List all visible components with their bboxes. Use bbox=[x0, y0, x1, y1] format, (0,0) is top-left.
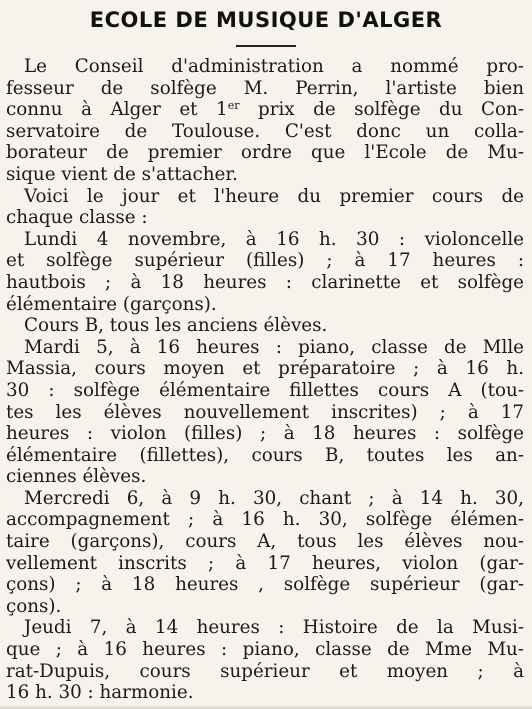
article-line: Le Conseil d'administration a nommé pro- bbox=[24, 56, 524, 77]
article-line: élémentaire (fillettes), cours B, toutes les an- bbox=[6, 444, 524, 466]
article-line: Mardi 5, à 16 heures : piano, classe de Mlle bbox=[24, 336, 524, 358]
article-line: Lundi 4 novembre, à 16 h. 30 : violoncelle bbox=[24, 228, 524, 250]
article-line: fesseur de solfège M. Perrin, l'artiste bien bbox=[6, 77, 524, 99]
article-line: sique vient de s'attacher. bbox=[6, 163, 238, 185]
article-line: servatoire de Toulouse. C'est donc un colla- bbox=[6, 120, 524, 142]
article-line: çons) ; à 18 heures , solfège supérieur (gar- bbox=[6, 574, 524, 596]
article-line: élémentaire (garçons). bbox=[6, 293, 217, 315]
article-line: hautbois ; à 18 heures : clarinette et solfège bbox=[6, 271, 524, 293]
article-line: çons). bbox=[6, 595, 62, 617]
headline-rule bbox=[236, 45, 296, 47]
article-line: que ; à 16 heures : piano, classe de Mme Mu- bbox=[6, 639, 524, 661]
article-line: accompagnement ; à 16 h. 30, solfège élémen- bbox=[6, 509, 524, 531]
article-line: Jeudi 7, à 14 heures : Histoire de la Musi- bbox=[24, 617, 524, 639]
article-line: taire (garçons), cours A, tous les élèves nou- bbox=[6, 531, 524, 553]
article-line: Massia, cours moyen et préparatoire ; à 16 h. bbox=[6, 358, 524, 380]
article-headline: ECOLE DE MUSIQUE D'ALGER bbox=[89, 8, 443, 32]
article-line: heures : violon (filles) ; à 18 heures : solfège bbox=[6, 423, 524, 445]
article-line: borateur de premier ordre que l'Ecole de Mu- bbox=[6, 142, 524, 164]
article-line: ciennes élèves. bbox=[6, 466, 147, 488]
article-line: vellement inscrits ; à 17 heures, violon (gar- bbox=[6, 552, 524, 574]
article-line: connu à Alger et 1er prix de solfège du Con- bbox=[6, 99, 524, 121]
article-line: Voici le jour et l'heure du premier cours de bbox=[24, 185, 524, 207]
clipping-edge bbox=[0, 705, 532, 709]
article-line: chaque classe : bbox=[6, 207, 148, 229]
article-line: et solfège supérieur (filles) ; à 17 heures : bbox=[6, 250, 524, 272]
article-line: rat-Dupuis, cours supérieur et moyen ; à bbox=[6, 660, 524, 682]
article-line: 16 h. 30 : harmonie. bbox=[6, 682, 194, 704]
article-line: Cours B, tous les anciens élèves. bbox=[24, 315, 328, 337]
article-line: 30 : solfège élémentaire fillettes cours A (tou- bbox=[6, 379, 524, 401]
article-body bbox=[6, 56, 524, 704]
article-line: Mercredi 6, à 9 h. 30, chant ; à 14 h. 30, bbox=[24, 487, 524, 509]
article-line: tes les élèves nouvellement inscrites) ; à 17 bbox=[6, 401, 524, 423]
